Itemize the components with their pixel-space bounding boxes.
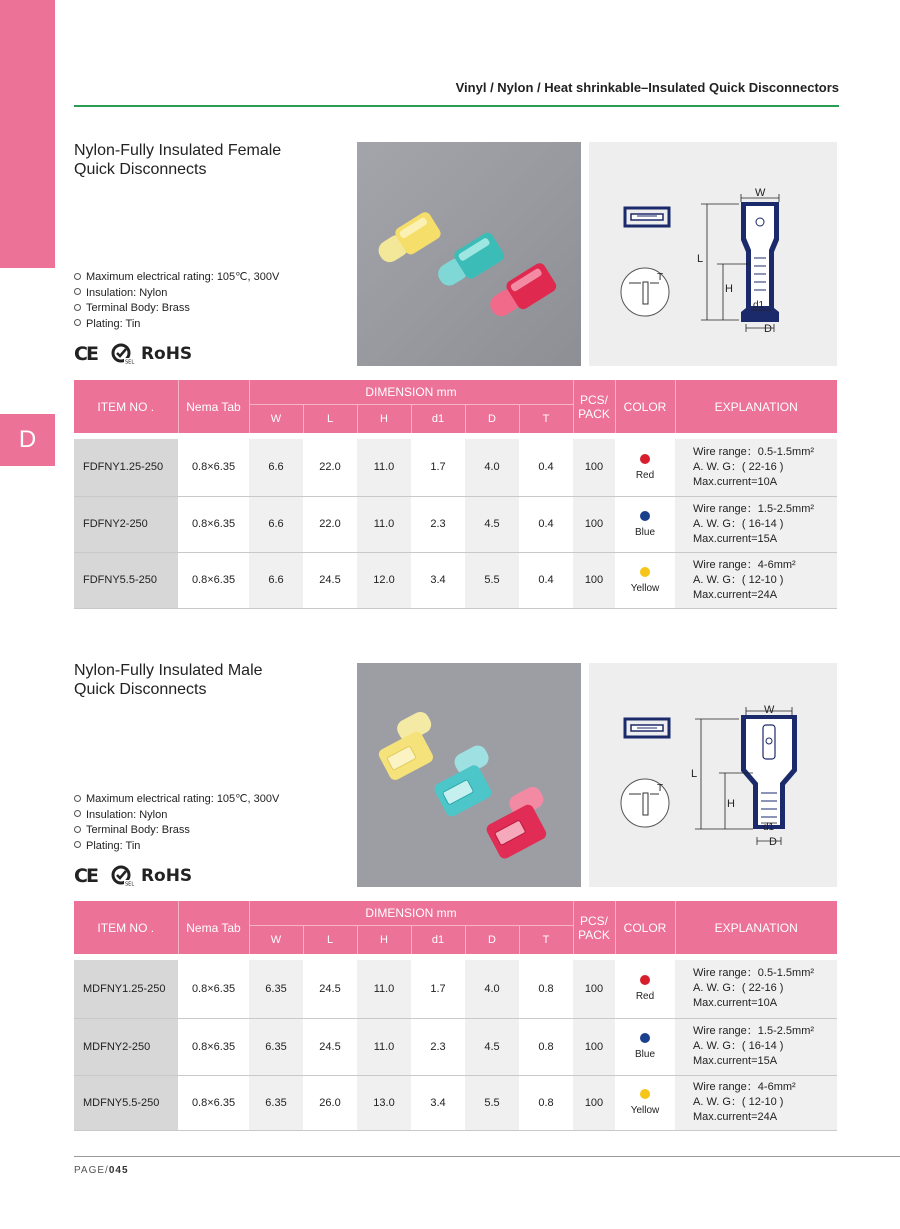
color-cell: Yellow xyxy=(615,1075,675,1130)
feature-item: Terminal Body: Brass xyxy=(74,823,279,839)
dim-d-label: D xyxy=(769,836,777,848)
header-d1: d1 xyxy=(411,405,465,434)
cqc-mark-icon xyxy=(111,343,133,365)
header-dimension: DIMENSION mm xyxy=(249,380,573,405)
header-color: COLOR xyxy=(615,901,675,954)
page-number: PAGE/045 xyxy=(74,1165,129,1176)
section-tab: D xyxy=(0,414,55,466)
header-pcs-pack: PCS/ PACK xyxy=(573,380,615,433)
female-dimension-diagram xyxy=(589,142,837,366)
header-nema-tab: Nema Tab xyxy=(178,901,249,954)
dim-d1-label: d1 xyxy=(753,300,765,311)
table-row: MDFNY2-250 0.8×6.35 6.35 24.5 11.0 2.3 4.5 0.8 100 Blue Wire range：1.5-2.5mm² A. W. G：( 16-14 ) Max.current=15A xyxy=(74,1018,837,1075)
rohs-mark: RoHS xyxy=(140,344,193,364)
color-dot xyxy=(640,567,650,577)
item-no-cell: FDFNY1.25-250 xyxy=(74,439,178,496)
front-view xyxy=(741,715,797,829)
side-view xyxy=(621,779,669,827)
color-cell: Blue xyxy=(615,1018,675,1075)
dim-h-label: H xyxy=(727,798,735,810)
certification-logos xyxy=(74,864,192,888)
header-l: L xyxy=(303,405,357,434)
feature-item: Plating: Tin xyxy=(74,839,279,855)
footer-divider xyxy=(74,1156,900,1157)
header-w: W xyxy=(249,926,303,955)
technical-drawing xyxy=(589,663,837,887)
header-l: L xyxy=(303,926,357,955)
dim-w-label: W xyxy=(755,187,766,199)
color-dot xyxy=(640,1089,650,1099)
table-row: MDFNY1.25-250 0.8×6.35 6.35 24.5 11.0 1.7 4.0 0.8 100 Red Wire range：0.5-1.5mm² A. W. G：( 22-16 ) Max.current=10A xyxy=(74,960,837,1018)
header-t: T xyxy=(519,405,573,434)
feature-item: Maximum electrical rating: 105℃, 300V xyxy=(74,270,279,286)
dim-l-label: L xyxy=(697,253,704,265)
spec-table xyxy=(74,380,837,609)
table-row: FDFNY5.5-250 0.8×6.35 6.6 24.5 12.0 3.4 5.5 0.4 100 Yellow Wire range：4-6mm² A. W. G：( 12-10 ) Max.current=24A xyxy=(74,552,837,608)
color-cell: Yellow xyxy=(615,552,675,608)
dim-d1-label: d1 xyxy=(763,822,775,833)
header-item-no: ITEM NO . xyxy=(74,901,178,954)
section-title: Nylon-Fully Insulated Female Quick Disconnects xyxy=(74,142,282,178)
product-photo xyxy=(357,142,581,366)
item-no-cell: MDFNY1.25-250 xyxy=(74,960,178,1018)
table-row: FDFNY2-250 0.8×6.35 6.6 22.0 11.0 2.3 4.5 0.4 100 Blue Wire range：1.5-2.5mm² A. W. G：( 16-14 ) Max.current=15A xyxy=(74,496,837,552)
dim-d-label: D xyxy=(764,323,772,335)
color-dot xyxy=(640,1033,650,1043)
header-explanation: EXPLANATION xyxy=(675,380,837,433)
header-pcs-pack: PCS/ PACK xyxy=(573,901,615,954)
header-h: H xyxy=(357,405,411,434)
explanation-cell: Wire range：4-6mm² A. W. G：( 12-10 ) Max.current=24A xyxy=(675,1075,837,1130)
section-title: Nylon-Fully Insulated Male Quick Disconnects xyxy=(74,662,263,698)
explanation-cell: Wire range：1.5-2.5mm² A. W. G：( 16-14 ) Max.current=15A xyxy=(675,496,837,552)
feature-item: Insulation: Nylon xyxy=(74,286,279,302)
svg-text:SEL: SEL xyxy=(124,881,135,888)
feature-list xyxy=(74,270,279,332)
explanation-cell: Wire range：0.5-1.5mm² A. W. G：( 22-16 ) Max.current=10A xyxy=(675,960,837,1018)
feature-item: Terminal Body: Brass xyxy=(74,301,279,317)
header-divider xyxy=(74,105,839,107)
dim-w-label: W xyxy=(764,704,775,716)
header-dimension: DIMENSION mm xyxy=(249,901,573,926)
dim-h-label: H xyxy=(725,283,733,295)
item-no-cell: FDFNY5.5-250 xyxy=(74,552,178,608)
female-connectors-image xyxy=(357,142,581,366)
header-w: W xyxy=(249,405,303,434)
table-row: MDFNY5.5-250 0.8×6.35 6.35 26.0 13.0 3.4 5.5 0.8 100 Yellow Wire range：4-6mm² A. W. G：( 12-10 ) Max.current=24A xyxy=(74,1075,837,1130)
dim-t-label: T xyxy=(657,783,664,794)
certification-logos xyxy=(74,342,192,366)
header-nema-tab: Nema Tab xyxy=(178,380,249,433)
item-no-cell: FDFNY2-250 xyxy=(74,496,178,552)
feature-item: Maximum electrical rating: 105℃, 300V xyxy=(74,792,279,808)
color-cell: Red xyxy=(615,439,675,496)
header-t: T xyxy=(519,926,573,955)
male-connectors-image xyxy=(357,663,581,887)
side-view xyxy=(621,268,669,316)
rohs-mark: RoHS xyxy=(140,866,193,886)
color-dot xyxy=(640,975,650,985)
ce-mark: CE xyxy=(74,343,97,365)
explanation-cell: Wire range：4-6mm² A. W. G：( 12-10 ) Max.current=24A xyxy=(675,552,837,608)
dim-l-label: L xyxy=(691,768,698,780)
header-d1: d1 xyxy=(411,926,465,955)
side-color-bar xyxy=(0,0,55,268)
explanation-cell: Wire range：1.5-2.5mm² A. W. G：( 16-14 ) Max.current=15A xyxy=(675,1018,837,1075)
header-d: D xyxy=(465,926,519,955)
product-photo xyxy=(357,663,581,887)
color-cell: Red xyxy=(615,960,675,1018)
item-no-cell: MDFNY2-250 xyxy=(74,1018,178,1075)
header-item-no: ITEM NO . xyxy=(74,380,178,433)
explanation-cell: Wire range：0.5-1.5mm² A. W. G：( 22-16 ) Max.current=10A xyxy=(675,439,837,496)
color-cell: Blue xyxy=(615,496,675,552)
item-no-cell: MDFNY5.5-250 xyxy=(74,1075,178,1130)
page-header-title: Vinyl / Nylon / Heat shrinkable–Insulated Quick Disconnectors xyxy=(455,80,839,95)
end-view xyxy=(625,719,669,737)
ce-mark: CE xyxy=(74,865,97,887)
male-dimension-diagram xyxy=(589,663,837,887)
header-explanation: EXPLANATION xyxy=(675,901,837,954)
dim-t-label: T xyxy=(657,272,664,283)
cqc-mark-icon xyxy=(111,865,133,887)
color-dot xyxy=(640,511,650,521)
feature-item: Plating: Tin xyxy=(74,317,279,333)
header-h: H xyxy=(357,926,411,955)
table-row: FDFNY1.25-250 0.8×6.35 6.6 22.0 11.0 1.7 4.0 0.4 100 Red Wire range：0.5-1.5mm² A. W. G：( 22-16 ) Max.current=10A xyxy=(74,439,837,496)
svg-text:SEL: SEL xyxy=(124,359,135,366)
feature-list xyxy=(74,792,279,854)
spec-table xyxy=(74,901,837,1131)
color-dot xyxy=(640,454,650,464)
feature-item: Insulation: Nylon xyxy=(74,808,279,824)
header-d: D xyxy=(465,405,519,434)
end-view xyxy=(625,208,669,226)
header-color: COLOR xyxy=(615,380,675,433)
technical-drawing xyxy=(589,142,837,366)
